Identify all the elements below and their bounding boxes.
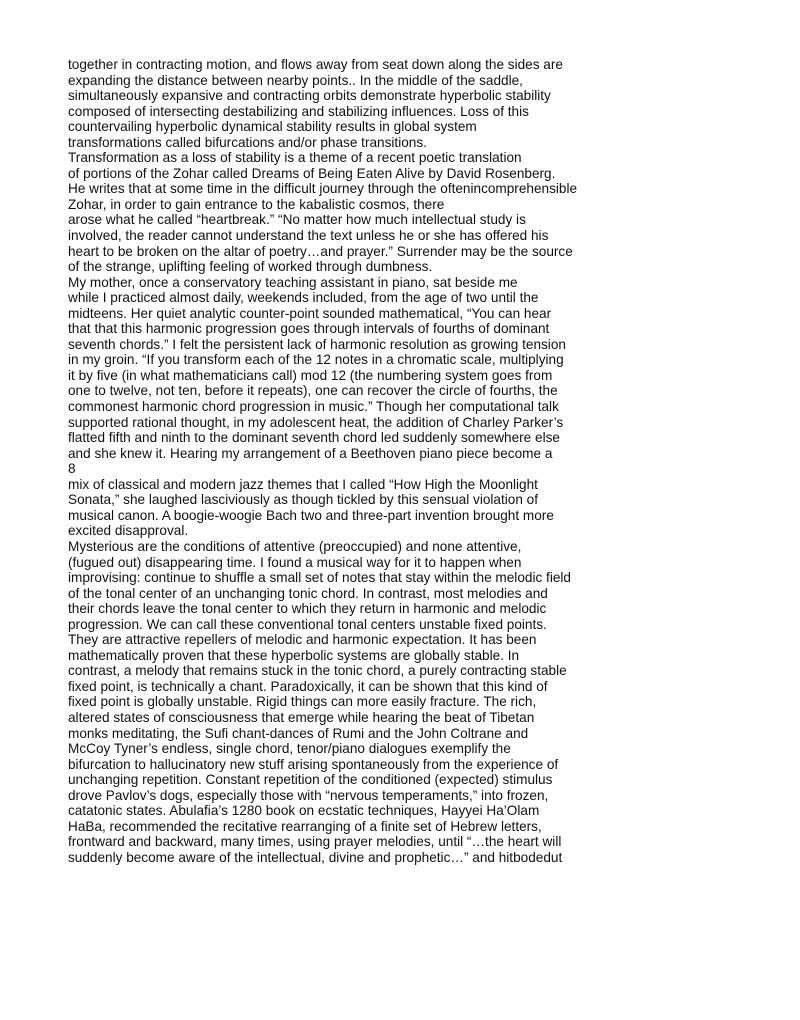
text-line: fixed point is globally unstable. Rigid things can more easily fracture. The rich, (68, 694, 537, 710)
text-line: seventh chords.” I felt the persistent lack of harmonic resolution as growing tension (68, 336, 566, 352)
text-line: Mysterious are the conditions of attentive (preoccupied) and none attentive, (68, 538, 522, 554)
text-line: catatonic states. Abulafia’s 1280 book on ecstatic techniques, Hayyei Ha’Olam (68, 803, 540, 819)
text-line: while I practiced almost daily, weekends included, from the age of two until the (68, 290, 539, 306)
text-line: Transformation as a loss of stability is a theme of a recent poetic translation (68, 150, 522, 166)
text-line: arose what he called “heartbreak.” “No matter how much intellectual study is (68, 212, 526, 228)
text-line: transformations called bifurcations and/or phase transitions. (68, 134, 427, 150)
text-line: musical canon. A boogie-woogie Bach two and three-part invention brought more (68, 507, 554, 523)
text-line: midteens. Her quiet analytic counter-point sounded mathematical, “You can hear (68, 305, 552, 321)
text-line: of the strange, uplifting feeling of worked through dumbness. (68, 259, 433, 275)
text-line: it by five (in what mathematicians call) mod 12 (the numbering system goes from (68, 367, 553, 383)
text-line: flatted fifth and ninth to the dominant seventh chord led suddenly somewhere else (68, 430, 560, 446)
text-line: HaBa, recommended the recitative rearranging of a finite set of Hebrew letters, (68, 818, 542, 834)
text-line: improvising: continue to shuffle a small set of notes that stay within the melodic field (68, 570, 571, 586)
text-line: drove Pavlov’s dogs, especially those with “nervous temperaments,” into frozen, (68, 787, 549, 803)
text-line: mix of classical and modern jazz themes that I called “How High the Moonlight (68, 476, 538, 492)
text-line: supported rational thought, in my adolescent heat, the addition of Charley Parker’s (68, 414, 564, 430)
text-line: of the tonal center of an unchanging tonic chord. In contrast, most melodies and (68, 585, 548, 601)
text-line: altered states of consciousness that emerge while hearing the beat of Tibetan (68, 709, 535, 725)
text-line: excited disapproval. (68, 523, 189, 539)
text-line: fixed point, is technically a chant. Paradoxically, it can be shown that this kind of (68, 678, 548, 694)
text-line: They are attractive repellers of melodic and harmonic expectation. It has been (68, 632, 537, 648)
text-line: unchanging repetition. Constant repetition of the conditioned (expected) stimulus (68, 772, 553, 788)
text-line: McCoy Tyner’s endless, single chord, tenor/piano dialogues exemplify the (68, 741, 511, 757)
text-line: He writes that at some time in the difficult journey through the oftenincomprehensible (68, 181, 578, 197)
text-line: bifurcation to hallucinatory new stuff arising spontaneously from the experience of (68, 756, 559, 772)
text-line: (fugued out) disappearing time. I found a musical way for it to happen when (68, 554, 522, 570)
text-line: progression. We can call these conventional tonal centers unstable fixed points. (68, 616, 547, 632)
text-line: together in contracting motion, and flows away from seat down along the sides are (68, 57, 563, 72)
text-line: simultaneously expansive and contracting orbits demonstrate hyperbolic stability (68, 88, 551, 104)
text-line: My mother, once a conservatory teaching assistant in piano, sat beside me (68, 274, 518, 290)
text-line: mathematically proven that these hyperbolic systems are globally stable. In (68, 647, 520, 663)
text-line: and she knew it. Hearing my arrangement of a Beethoven piano piece become a (68, 445, 553, 461)
text-line: commonest harmonic chord progression in music.” Though her computational talk (68, 399, 559, 415)
text-line: Zohar, in order to gain entrance to the kabalistic cosmos, there (68, 196, 445, 212)
text-line: involved, the reader cannot understand the text unless he or she has offered his (68, 228, 549, 244)
text-line: monks meditating, the Sufi chant-dances of Rumi and the John Coltrane and (68, 725, 529, 741)
text-line: expanding the distance between nearby points.. In the middle of the saddle, (68, 72, 523, 88)
text-line: heart to be broken on the altar of poetry…and prayer.” Surrender may be the source (68, 243, 573, 259)
text-line: one to twelve, not ten, before it repeats), one can recover the circle of fourths, the (68, 383, 558, 399)
page-number: 8 (68, 461, 76, 477)
text-line: countervailing hyperbolic dynamical stability results in global system (68, 119, 477, 135)
text-line: of portions of the Zohar called Dreams of Being Eaten Alive by David Rosenberg. (68, 165, 556, 181)
text-line: contrast, a melody that remains stuck in the tonic chord, a purely contracting stable (68, 663, 567, 679)
text-line: in my groin. “If you transform each of the 12 notes in a chromatic scale, multiplying (68, 352, 564, 368)
body-text (68, 57, 768, 865)
text-line: composed of intersecting destabilizing and stabilizing influences. Loss of this (68, 103, 529, 119)
text-line: frontward and backward, many times, using prayer melodies, until “…the heart will (68, 834, 562, 850)
text-line: Sonata,” she laughed lasciviously as though tickled by this sensual violation of (68, 492, 539, 508)
text-line: suddenly become aware of the intellectual, divine and prophetic…” and hitbodedut (68, 849, 563, 865)
text-line: that that this harmonic progression goes through intervals of fourths of dominant (68, 321, 550, 337)
text-line: their chords leave the tonal center to which they return in harmonic and melodic (68, 601, 547, 617)
